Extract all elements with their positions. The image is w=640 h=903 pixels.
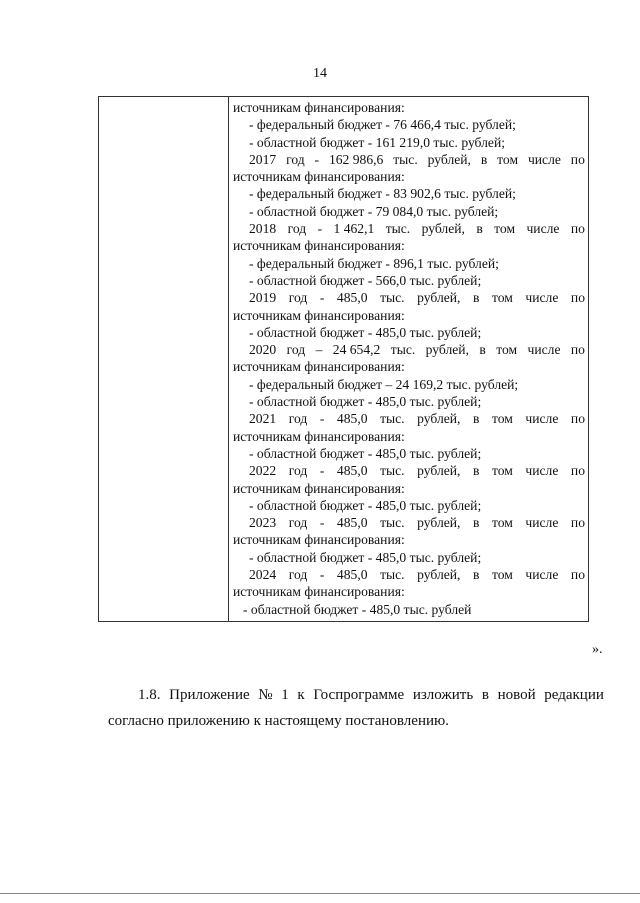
year-line-word: числе xyxy=(527,151,561,167)
year-line-word: тыс. xyxy=(380,515,405,531)
year-line-word: 2021 xyxy=(249,411,277,427)
paragraph-line-2: согласно приложению к настоящему постановлению. xyxy=(108,713,449,729)
year-line-word: 24 654,2 xyxy=(332,342,381,358)
table-budget-item: - областной бюджет - 485,0 тыс. рублей; xyxy=(249,497,482,513)
year-line-word: в xyxy=(479,342,486,358)
year-line-word: год xyxy=(286,342,306,358)
year-line-word: числе xyxy=(525,463,559,479)
year-line-word: в xyxy=(472,463,480,479)
year-line-word: 162 986,6 xyxy=(328,151,384,167)
year-line-word: по xyxy=(570,567,585,583)
table-text-line: источникам финансирования: xyxy=(233,169,405,185)
year-line-word: том xyxy=(491,463,513,479)
table-year-line xyxy=(233,289,585,306)
year-line-word: по xyxy=(570,221,585,237)
year-line-word: 485,0 xyxy=(336,515,368,531)
year-line-word: – xyxy=(315,342,323,358)
table-year-line xyxy=(233,514,585,531)
year-line-word: по xyxy=(570,342,585,358)
table-text-line: источникам финансирования: xyxy=(233,532,405,548)
year-line-word: числе xyxy=(527,342,561,358)
year-line-word: рублей, xyxy=(421,221,465,237)
table-budget-item: - областной бюджет - 485,0 тыс. рублей; xyxy=(249,549,482,565)
year-line-word: тыс. xyxy=(393,151,418,167)
table-year-line xyxy=(233,151,585,168)
year-line-word: 485,0 xyxy=(336,411,368,427)
table-budget-item: - федеральный бюджет - 83 902,6 тыс. рублей; xyxy=(249,186,516,202)
year-line-word: год xyxy=(288,567,308,583)
year-line-word: - xyxy=(319,463,325,479)
table-budget-item: - федеральный бюджет - 76 466,4 тыс. рублей; xyxy=(249,117,516,133)
year-line-word: - xyxy=(319,411,325,427)
year-line-word: в xyxy=(472,515,480,531)
year-line-word: 2017 xyxy=(249,151,277,167)
year-line-word: 485,0 xyxy=(336,463,368,479)
year-line-word: рублей, xyxy=(417,411,461,427)
year-line-word: 2020 xyxy=(249,342,277,358)
table-budget-item: - областной бюджет - 485,0 тыс. рублей; xyxy=(249,324,482,340)
table-text-line: источникам финансирования: xyxy=(233,100,405,115)
table-budget-item: - областной бюджет - 485,0 тыс. рублей; xyxy=(249,394,482,410)
table-text-line: источникам финансирования: xyxy=(233,480,405,496)
paragraph-word: изложить xyxy=(412,687,474,703)
year-line-word: том xyxy=(494,221,516,237)
table-right-cell xyxy=(233,99,585,618)
year-line-word: 2019 xyxy=(249,290,277,306)
year-line-word: год xyxy=(287,221,307,237)
year-line-word: рублей, xyxy=(417,290,461,306)
year-line-word: в xyxy=(472,290,480,306)
year-line-word: в xyxy=(472,567,480,583)
paragraph-word: 1 xyxy=(281,687,289,703)
year-line-word: тыс. xyxy=(380,290,405,306)
year-line-word: том xyxy=(491,515,513,531)
year-line-word: - xyxy=(319,290,325,306)
table-budget-item: - областной бюджет - 566,0 тыс. рублей; xyxy=(249,272,482,288)
year-line-word: по xyxy=(570,463,585,479)
table-text-line: источникам финансирования: xyxy=(233,238,405,254)
year-line-word: тыс. xyxy=(390,342,416,358)
year-line-word: 1 462,1 xyxy=(333,221,375,237)
year-line-word: 2022 xyxy=(249,463,277,479)
year-line-word: - xyxy=(314,151,320,167)
year-line-word: рублей, xyxy=(417,515,461,531)
table-budget-item: - федеральный бюджет – 24 169,2 тыс. рублей; xyxy=(249,376,519,392)
year-line-word: 485,0 xyxy=(336,290,368,306)
bottom-rule xyxy=(0,893,640,894)
year-line-word: том xyxy=(497,151,519,167)
table-budget-item: - областной бюджет - 161 219,0 тыс. рублей; xyxy=(249,134,506,150)
year-line-word: рублей, xyxy=(427,151,471,167)
year-line-word: год xyxy=(288,290,308,306)
table-budget-item: - федеральный бюджет - 896,1 тыс. рублей; xyxy=(249,255,499,271)
paragraph-word: Госпрограмме xyxy=(313,687,405,703)
table-year-line xyxy=(233,410,585,427)
year-line-word: том xyxy=(491,411,513,427)
year-line-word: 485,0 xyxy=(336,567,368,583)
year-line-word: - xyxy=(319,567,325,583)
table-text-line: источникам финансирования: xyxy=(233,428,405,444)
table-year-line xyxy=(233,566,585,583)
year-line-word: в xyxy=(472,411,480,427)
year-line-word: по xyxy=(570,515,585,531)
year-line-word: числе xyxy=(525,515,559,531)
year-line-word: год xyxy=(286,151,305,167)
year-line-word: числе xyxy=(525,567,559,583)
year-line-word: числе xyxy=(525,411,559,427)
year-line-word: рублей, xyxy=(417,463,461,479)
year-line-word: числе xyxy=(525,290,559,306)
year-line-word: - xyxy=(319,515,325,531)
page-number: 14 xyxy=(313,66,327,81)
paragraph-word: Приложение xyxy=(169,687,250,703)
table-year-line xyxy=(233,462,585,479)
year-line-word: тыс. xyxy=(380,411,405,427)
year-line-word: по xyxy=(570,151,585,167)
year-line-word: год xyxy=(288,515,308,531)
table-text-line: источникам финансирования: xyxy=(233,307,405,323)
table-text-line: источникам финансирования: xyxy=(233,359,405,375)
year-line-word: год xyxy=(288,411,308,427)
financing-table xyxy=(98,96,589,622)
closing-quote: ». xyxy=(592,642,603,657)
table-budget-item: - областной бюджет - 485,0 тыс. рублей xyxy=(243,601,472,617)
year-line-word: - xyxy=(317,221,323,237)
table-year-line xyxy=(233,341,585,358)
year-line-word: рублей, xyxy=(425,342,469,358)
paragraph-word: к xyxy=(297,687,305,703)
year-line-word: 2023 xyxy=(249,515,277,531)
year-line-word: год xyxy=(288,463,308,479)
paragraph-word: новой xyxy=(497,687,536,703)
year-line-word: том xyxy=(496,342,518,358)
year-line-word: в xyxy=(476,221,483,237)
year-line-word: по xyxy=(570,411,585,427)
table-left-cell xyxy=(99,97,229,621)
year-line-word: том xyxy=(491,290,513,306)
paragraph-word: в xyxy=(481,687,489,703)
table-year-line xyxy=(233,220,585,237)
year-line-word: в xyxy=(480,151,488,167)
year-line-word: числе xyxy=(526,221,560,237)
year-line-word: 2024 xyxy=(249,567,277,583)
year-line-word: тыс. xyxy=(380,463,405,479)
paragraph-line-1 xyxy=(108,682,604,708)
year-line-word: рублей, xyxy=(417,567,461,583)
table-budget-item: - областной бюджет - 79 084,0 тыс. рублей; xyxy=(249,203,499,219)
table-text-line: источникам финансирования: xyxy=(233,584,405,600)
year-line-word: 2018 xyxy=(249,221,277,237)
year-line-word: тыс. xyxy=(385,221,411,237)
year-line-word: по xyxy=(570,290,585,306)
year-line-word: том xyxy=(491,567,513,583)
year-line-word: тыс. xyxy=(380,567,405,583)
table-budget-item: - областной бюджет - 485,0 тыс. рублей; xyxy=(249,445,482,461)
paragraph-word: 1.8. xyxy=(138,687,161,703)
paragraph-word: № xyxy=(258,687,273,703)
paragraph-word: редакции xyxy=(544,687,604,703)
